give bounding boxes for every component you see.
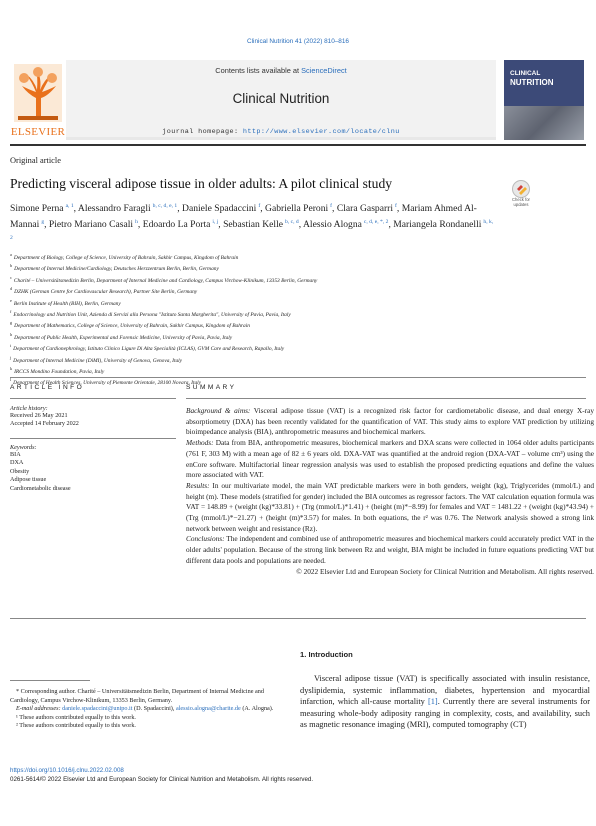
author-affiliation-marker[interactable]: b, c, d [285,218,299,225]
results-text: In our multivariate model, the main VAT predictable markers were in both genders, weight (kg), Triglycerides (mmol/L) and height (m). These models (stratified for gender) included the BIA outcomes as regressor factors. The VAT calculation equation formula was VAT = 148.89 + (weight (kg)*33.81) + (Trg (mmol/L)*1.41) + (height (m)*−8.99) for females and VAT = 1481.22 + (weight (kg)*43.94) + (Trg (mmol/L)*−21.27) + (height (m)*3.57) for males. In both equations, the r² was 0.76. The Network analysis showed a strong link network between weight and resistance (Rz). [186,480,594,533]
author-affiliation-marker[interactable]: h [135,218,138,225]
cover-image [504,106,584,140]
conclusions-label: Conclusions: [186,534,225,544]
cover-banner [504,60,584,106]
affiliation-text: Charité – Universitätsmedizin Berlin, Department of Internal Medicine and Cardiology, Campus Virchow-Klinikum, 13353 Berlin, Germany [13,277,318,284]
history-label: Article history: [10,405,48,412]
keyword-item: Obesity [10,467,30,475]
affiliation-text: Endocrinology and Nutrition Unit, Azienda di Servizi alla Persona "Istituto Santa Margherita", University of Pavia, Pavia, Italy [13,311,291,318]
header-rule [10,144,586,146]
author-name[interactable]: Alessandro Faragli [77,203,151,215]
affiliation-text: Department of Internal Medicine/Cardiology, Deutsches Herzzentrum Berlin, Berlin, Germany [14,266,219,273]
history-rule [10,438,176,439]
footnotes [10,688,280,731]
accepted-date: Accepted 14 February 2022 [10,420,79,428]
affiliation-marker: e [10,297,12,303]
author-affiliation-marker[interactable]: f [395,203,397,209]
author-list: Simone Perna $^{a, 1}$, Alessandro Faragli $^{b, c, d, e, 1}$, Daniele Spadaccini $^f$, Gabriella Peroni $^f$, Clara Gasparri $^f$, Mariam Ahmed Al-Mannai $^g$, Pietro Mariano Casali $^h$, Edoardo La Porta $^{i, j}$, Sebastian Kelle $^{b, c, d}$, Alessio Alogna $^{c, d, e, *, 2}$, Mariangela Rondanelli $^{h, k, 2}$ [10,203,494,241]
author-affiliation-marker[interactable]: c, d, e, *, 2 [363,218,389,225]
email-label: E-mail addresses: [16,705,63,713]
affiliation-marker: l [10,377,12,383]
homepage-link[interactable]: http://www.elsevier.com/locate/clnu [242,128,400,136]
affiliation-text: Department of Biology, College of Science, University of Bahrain, Sakhir Campus, Kingdom of Bahrain [13,254,239,261]
affiliation-text: Berlin Institute of Health (BIH), Berlin, Germany [13,300,121,307]
crossmark-icon [512,180,530,198]
affiliation-text: Department of Mathematics, College of Science, University of Bahrain, Sakhir Campus, Kingdom of Bahrain [14,323,250,330]
author-name[interactable]: Pietro Mariano Casali [48,218,134,230]
affiliation-text: Department of Cardionephrology, Istituto Clinico Ligure Di Alta Specialità (ICLAS), GVM Care and Research, Rapallo, Italy [13,345,285,352]
journal-title: Clinical Nutrition [232,91,330,106]
abstract [186,406,594,577]
author-name[interactable]: Edoardo La Porta [142,218,211,230]
author-affiliation-marker[interactable]: b, c, d, e, 1 [152,203,178,209]
elsevier-logo[interactable] [10,60,66,140]
affiliation-marker: k [10,365,13,371]
journal-reference[interactable]: Clinical Nutrition 41 (2022) 810–816 [247,38,349,45]
background-label: Background & aims: [186,406,251,415]
article-info-heading: ARTICLE INFO [10,384,85,391]
affiliation-item [10,251,586,262]
author-affiliation-marker[interactable]: i, j [212,218,219,225]
results-label: Results: [186,480,210,490]
email2-who: (A. Alogna). [240,705,274,713]
issn-copyright: 0261-5614/© 2022 Elsevier Ltd and European Society for Clinical Nutrition and Metabolism. All rights reserved. [10,776,314,783]
affiliation-marker: i [10,343,12,349]
affiliation-marker: d [10,286,13,292]
article-title: Predicting visceral adipose tissue in older adults: A pilot clinical study [10,176,393,191]
conclusions-text: The independent and combined use of anthropometric measures and biochemical markers could accurately predict VAT in the older adults' population. Because of the strong link between Rz and weight, BIA might be included in future equations predicting VAT but different data pools and populations are needed. [186,534,594,565]
article-info-rule [10,398,176,399]
crossmark-label: Check for updates [512,197,530,207]
contents-prefix: Contents lists available at [215,66,302,75]
affiliation-item [10,331,586,342]
abstract-bottom-rule [10,618,586,619]
keyword-item: Adipose tissue [10,476,47,484]
author-name[interactable]: Simone Perna [10,203,64,215]
corresponding-author-note: * Corresponding author. Charité – Universitätsmedizin Berlin, Department of Internal Medicine and Cardiology, Campus Virchow-Klinikum, 13353 Berlin, Germany. [10,688,264,704]
author-name[interactable]: Sebastian Kelle [223,218,284,230]
affiliation-text: IRCCS Mondino Foundation, Pavia, Italy [14,368,105,375]
affiliation-item [10,274,586,285]
summary-heading: SUMMARY [186,384,237,391]
affiliation-marker: j [10,354,12,360]
author-name[interactable]: Mariam Ahmed Al-Mannai [10,203,477,230]
affiliation-text: Department of Public Health, Experimental and Forensic Medicine, University of Pavia, Pavia, Italy [14,334,233,341]
abstract-methods [186,438,594,481]
author-name[interactable]: Alessio Alogna [302,218,362,230]
abstract-background [186,406,594,438]
methods-label: Methods: [186,438,214,448]
keywords-block [10,444,176,493]
author-affiliation-marker[interactable]: h, k, 2 [10,218,494,241]
affiliation-marker: f [10,308,12,314]
check-for-updates-button[interactable] [506,178,536,208]
keyword-item: Cardiometabolic disease [10,484,71,492]
author-affiliation-marker[interactable]: f [258,203,261,209]
affiliation-text: Department of Health Sciences, University of Piemonte Orientale, 28100 Novara, Italy [13,380,202,387]
affiliation-item [10,342,586,353]
affiliation-item [10,319,586,330]
affiliation-marker: c [10,274,12,280]
journal-cover-thumbnail[interactable] [504,60,584,140]
affiliation-marker: h [10,331,13,337]
equal-contribution-note-2: ² These authors contributed equally to this work. [16,722,136,730]
affiliation-text: Department of Internal Medicine (DiMI), University of Genova, Genova, Italy [13,357,183,364]
affiliation-item [10,376,586,387]
email1-who: (D. Spadaccini), [132,705,176,713]
affiliation-item [10,262,586,273]
affiliation-item [10,308,586,319]
email-note [10,705,280,714]
affiliation-item [10,297,586,308]
citation-link[interactable]: [1] [427,697,438,707]
doi-link[interactable]: https://doi.org/10.1016/j.clnu.2022.02.008 [10,767,124,774]
background-text: Visceral adipose tissue (VAT) is a recognized risk factor for cardiometabolic disease, and dual energy X-ray absorptiometry (DXA) has been recently validated for the quantification of VAT. This study aims to explore VAT prediction by utilizing bioimpedance analysis (BIA), anthropometric measures and biochemical markers. [186,406,594,437]
article-type: Original article [10,156,61,165]
intro-text-end: . Currently there are several instruments for measuring whole-body adiposity ranging in complexity, costs, and availability, such as magnetic resonance imaging (MRI), computed tomography (CT) [300,697,590,730]
homepage-prefix: journal homepage: [162,128,243,136]
section-top-rule [10,377,586,378]
footnote-rule [10,680,90,681]
author-name[interactable]: Clara Gasparri [336,203,394,215]
affiliation-marker: b [10,263,13,269]
abstract-copyright: © 2022 Elsevier Ltd and European Society for Clinical Nutrition and Metabolism. All rights reserved. [296,566,594,576]
author-name[interactable]: Mariangela Rondanelli [393,218,482,230]
affiliation-item [10,365,586,376]
equal-contribution-note-1: ¹ These authors contributed equally to this work. [16,713,136,721]
article-history [10,405,176,429]
keywords-label: Keywords: [10,444,37,451]
cover-title-line2: NUTRITION [510,78,554,87]
elsevier-wordmark: ELSEVIER [10,126,66,138]
affiliation-marker: g [10,320,13,326]
journal-homepage [66,128,496,136]
affiliation-item [10,285,586,296]
introduction-heading: 1. Introduction [300,650,353,659]
keyword-item: DXA [10,459,24,467]
elsevier-tree-icon [14,64,62,122]
affiliation-marker: a [10,252,12,257]
summary-rule [186,398,586,399]
author-affiliation-marker[interactable]: a, 1 [65,203,74,209]
intro-text-start: Visceral adipose tissue (VAT) is specifically associated with insulin resistance, dyslipidemia, systemic inflammation, diabetes, hypertension and myocardial infarction, which all-cause mortality [300,674,590,707]
author-affiliation-marker[interactable]: g [41,218,45,225]
received-date: Received 26 May 2021 [10,412,68,419]
abstract-conclusions [186,534,594,566]
abstract-results [186,481,594,535]
keyword-item: BIA [10,451,21,458]
author-affiliation-marker[interactable]: f [330,203,333,209]
introduction-text [300,673,590,731]
email-link-spadaccini[interactable]: daniele.spadaccini@unipo.it [62,705,133,713]
cover-title-line1: CLINICAL [510,70,541,77]
affiliation-item [10,354,586,365]
affiliation-text: DZHK (German Centre for Cardiovascular Research), Partner Site Berlin, Germany [14,288,198,295]
contents-line [66,66,496,75]
email-link-alogna[interactable]: alessio.alogna@charite.de [175,705,241,713]
methods-text: Data from BIA, anthropometric measures, biochemical markers and DXA scans were collected in 1064 older adults participants (761 F, 303 M) with a mean age of 82 ± 6 years old. DXA-VAT was quantified at the android region (DXA-VAT – volume cm³) using the enCore software. Multifactorial linear regression analysis was used to establish the proposed predicting equations and define the values more associated with VAT. [186,438,594,480]
author-name[interactable]: Daniele Spadaccini [182,203,257,215]
affiliation-list [10,251,586,388]
sciencedirect-link[interactable]: ScienceDirect [301,66,347,75]
keyword-list [10,451,176,493]
author-name[interactable]: Gabriella Peroni [265,203,329,215]
